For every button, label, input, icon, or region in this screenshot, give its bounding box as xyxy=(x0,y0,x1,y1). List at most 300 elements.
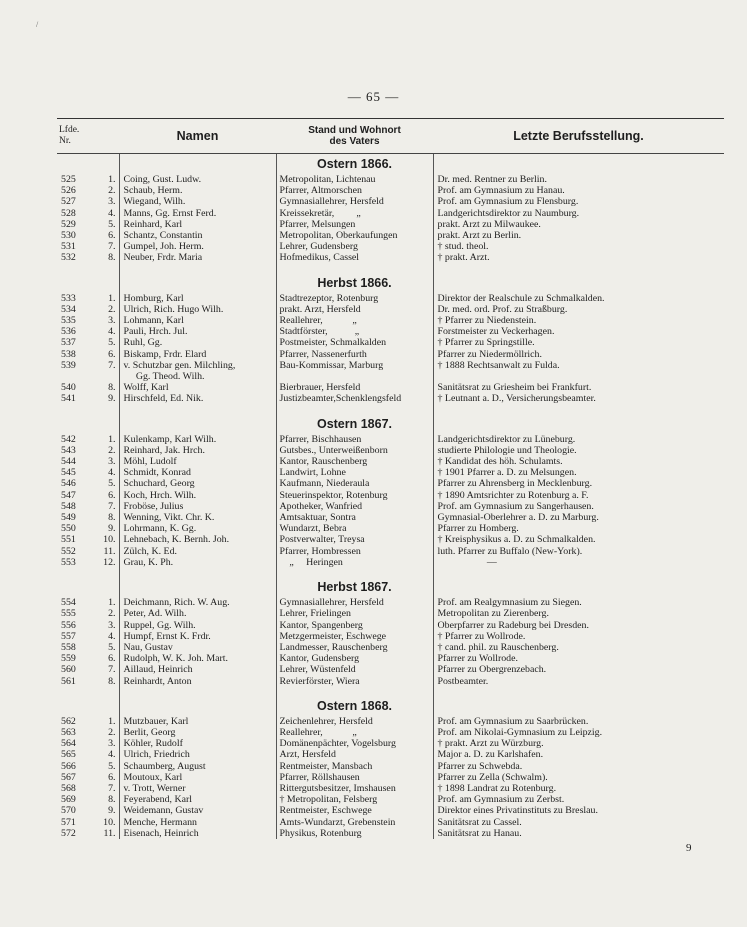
table-body xyxy=(57,154,724,839)
table-row xyxy=(57,434,724,445)
name-cell: Biskamp, Frdr. Elard xyxy=(119,349,276,360)
letzte-cell: Sanitätsrat zu Cassel. xyxy=(437,816,522,828)
nr-cell: 2. xyxy=(94,608,119,619)
table-row xyxy=(57,304,724,315)
name-cell: Eisenach, Heinrich xyxy=(119,828,276,839)
nr-cell: 5. xyxy=(94,642,119,653)
stand-cell: Pfarrer, Röllshausen xyxy=(276,772,433,783)
nr-cell: 1. xyxy=(94,716,119,727)
name-cell: Ulrich, Friedrich xyxy=(119,749,276,760)
table-row xyxy=(57,293,724,304)
table-row xyxy=(57,445,724,456)
letzte-cell: † 1901 Pfarrer a. D. zu Melsungen. xyxy=(437,467,577,479)
lfde-cell: 531 xyxy=(61,241,76,253)
lfde-cell: 545 xyxy=(61,467,76,479)
nr-cell: 4. xyxy=(94,326,119,337)
letzte-cell: prakt. Arzt zu Milwaukee. xyxy=(437,218,541,230)
name-cell: Humpf, Ernst K. Frdr. xyxy=(119,631,276,642)
term-heading-row xyxy=(57,577,724,597)
term-heading: Ostern 1866. xyxy=(276,154,433,175)
table-row xyxy=(57,761,724,772)
lfde-cell: 548 xyxy=(61,500,76,512)
letzte-cell: — xyxy=(437,556,497,568)
lfde-nr-header xyxy=(57,119,119,154)
name-cell: Nau, Gustav xyxy=(119,642,276,653)
table-row xyxy=(57,749,724,760)
letzte-cell: Prof. am Realgymnasium zu Siegen. xyxy=(437,597,582,609)
letzte-cell: † Kreisphysikus a. D. zu Schmalkalden. xyxy=(437,534,596,546)
table-row xyxy=(57,208,724,219)
nr-label: Nr. xyxy=(59,136,71,146)
stand-cell: Apotheker, Wanfried xyxy=(276,501,433,512)
letzte-cell: † stud. theol. xyxy=(437,241,489,253)
stand-cell: Justizbeamter,Schenklengsfeld xyxy=(276,393,433,404)
lfde-cell: 528 xyxy=(61,207,76,219)
lfde-cell: 538 xyxy=(61,348,76,360)
stand-cell: Rentmeister, Eschwege xyxy=(276,805,433,816)
table-row xyxy=(57,501,724,512)
table-row xyxy=(57,382,724,393)
stand-cell: Revierförster, Wiera xyxy=(276,676,433,687)
lfde-cell: 541 xyxy=(61,393,76,405)
name-cell: Gg. Theod. Wilh. xyxy=(119,371,276,382)
stand-header-line1: Stand und Wohnort xyxy=(308,125,401,136)
letzte-header: Letzte Berufsstellung. xyxy=(433,119,724,154)
lfde-cell: 551 xyxy=(61,534,76,546)
page-number: — 65 — xyxy=(347,89,400,104)
nr-cell: 7. xyxy=(94,664,119,675)
letzte-cell: Pfarrer zu Schwebda. xyxy=(437,760,523,772)
term-heading: Ostern 1868. xyxy=(276,696,433,716)
nr-cell: 3. xyxy=(94,456,119,467)
table-row xyxy=(57,817,724,828)
lfde-cell: 530 xyxy=(61,230,76,242)
nr-cell: 11. xyxy=(94,828,119,839)
lfde-cell xyxy=(57,371,94,382)
name-cell: Reinhard, Jak. Hrch. xyxy=(119,445,276,456)
nr-cell: 2. xyxy=(94,727,119,738)
stand-cell: Amts-Wundarzt, Grebenstein xyxy=(276,817,433,828)
stand-cell: Landwirt, Lohne xyxy=(276,467,433,478)
letzte-cell: Major a. D. zu Karlshafen. xyxy=(437,749,544,761)
table-row xyxy=(57,534,724,545)
table-row xyxy=(57,805,724,816)
stand-cell: Zeichenlehrer, Hersfeld xyxy=(276,716,433,727)
table-row xyxy=(57,326,724,337)
stand-cell: Gymnasiallehrer, Hersfeld xyxy=(276,597,433,608)
letzte-cell: Oberpfarrer zu Radeburg bei Dresden. xyxy=(437,619,589,631)
lfde-cell: 536 xyxy=(61,326,76,338)
table-row xyxy=(57,828,724,839)
lfde-cell: 542 xyxy=(61,433,76,445)
lfde-cell: 568 xyxy=(61,782,76,794)
nr-cell: 3. xyxy=(94,738,119,749)
footer-page-number: 9 xyxy=(686,842,692,854)
letzte-cell xyxy=(433,371,724,382)
table-row xyxy=(57,490,724,501)
lfde-cell: 526 xyxy=(61,185,76,197)
lfde-cell: 558 xyxy=(61,641,76,653)
stand-cell: Rentmeister, Mansbach xyxy=(276,761,433,772)
nr-cell: 6. xyxy=(94,653,119,664)
lfde-cell: 567 xyxy=(61,771,76,783)
lfde-cell: 534 xyxy=(61,303,76,315)
letzte-cell: Landgerichtsdirektor zu Lüneburg. xyxy=(437,433,576,445)
stand-cell: Postmeister, Schmalkalden xyxy=(276,337,433,348)
nr-cell: 2. xyxy=(94,304,119,315)
letzte-cell: † Kandidat des höh. Schulamts. xyxy=(437,456,563,468)
stand-cell: Landmesser, Rauschenberg xyxy=(276,642,433,653)
stand-header xyxy=(276,119,433,154)
nr-cell: 9. xyxy=(94,523,119,534)
nr-cell: 7. xyxy=(94,783,119,794)
letzte-cell: Pfarrer zu Homberg. xyxy=(437,523,519,535)
table-row xyxy=(57,664,724,675)
name-cell: Menche, Hermann xyxy=(119,817,276,828)
lfde-cell: 562 xyxy=(61,715,76,727)
stand-cell: Kantor, Spangenberg xyxy=(276,620,433,631)
lfde-cell: 561 xyxy=(61,675,76,687)
register-table xyxy=(57,118,724,839)
nr-cell: 9. xyxy=(94,393,119,404)
stand-cell: Metropolitan, Oberkaufungen xyxy=(276,230,433,241)
name-cell: Feyerabend, Karl xyxy=(119,794,276,805)
nr-cell: 6. xyxy=(94,490,119,501)
nr-cell: 7. xyxy=(94,360,119,371)
letzte-cell: † 1898 Landrat zu Rotenburg. xyxy=(437,782,557,794)
stand-cell: Metzgermeister, Eschwege xyxy=(276,631,433,642)
lfde-cell: 556 xyxy=(61,619,76,631)
name-cell: Hirschfeld, Ed. Nik. xyxy=(119,393,276,404)
nr-cell: 1. xyxy=(94,293,119,304)
stand-cell: Postverwalter, Treysa xyxy=(276,534,433,545)
nr-cell: 9. xyxy=(94,805,119,816)
letzte-cell: Pfarrer zu Ahrensberg in Mecklenburg. xyxy=(437,478,593,490)
nr-cell: 3. xyxy=(94,196,119,207)
letzte-cell: Prof. am Gymnasium zu Flensburg. xyxy=(437,196,579,208)
lfde-cell: 572 xyxy=(61,827,76,839)
nr-cell: 7. xyxy=(94,241,119,252)
nr-cell: 1. xyxy=(94,434,119,445)
letzte-cell: Metropolitan zu Zierenberg. xyxy=(437,608,549,620)
stand-header-line2: des Vaters xyxy=(329,136,380,147)
name-cell: Schuchard, Georg xyxy=(119,478,276,489)
stand-cell: Kantor, Gudensberg xyxy=(276,653,433,664)
letzte-cell: Direktor eines Privatinstituts zu Breslau. xyxy=(437,805,598,817)
section-spacer xyxy=(57,264,724,273)
name-cell: Manns, Gg. Ernst Ferd. xyxy=(119,208,276,219)
table-row xyxy=(57,727,724,738)
name-cell: Mutzbauer, Karl xyxy=(119,716,276,727)
name-cell: Ruppel, Gg. Wilh. xyxy=(119,620,276,631)
letzte-cell: Prof. am Gymnasium zu Sangerhausen. xyxy=(437,500,594,512)
name-cell: Gumpel, Joh. Herm. xyxy=(119,241,276,252)
table-row xyxy=(57,315,724,326)
letzte-cell: Prof. am Nikolai-Gymnasium zu Leipzig. xyxy=(437,726,603,738)
name-cell: Reinhardt, Anton xyxy=(119,676,276,687)
letzte-cell: † prakt. Arzt. xyxy=(437,252,490,264)
lfde-cell: 547 xyxy=(61,489,76,501)
stand-cell: Lehrer, Frielingen xyxy=(276,608,433,619)
term-heading: Herbst 1866. xyxy=(276,273,433,293)
lfde-cell: 543 xyxy=(61,444,76,456)
letzte-cell: Dr. med. ord. Prof. zu Straßburg. xyxy=(437,303,568,315)
name-cell: Kulenkamp, Karl Wilh. xyxy=(119,434,276,445)
lfde-cell: 554 xyxy=(61,597,76,609)
table-row xyxy=(57,252,724,263)
section-spacer xyxy=(57,568,724,577)
letzte-cell: Pfarrer zu Zella (Schwalm). xyxy=(437,771,548,783)
letzte-cell: Prof. am Gymnasium zu Zerbst. xyxy=(437,794,565,806)
table-row xyxy=(57,546,724,557)
table-row xyxy=(57,230,724,241)
nr-cell: 4. xyxy=(94,208,119,219)
table-row xyxy=(57,393,724,404)
term-heading-row xyxy=(57,273,724,293)
stand-cell: Pfarrer, Bischhausen xyxy=(276,434,433,445)
nr-cell: 5. xyxy=(94,478,119,489)
stand-cell: Kaufmann, Niederaula xyxy=(276,478,433,489)
nr-cell: 8. xyxy=(94,252,119,263)
nr-cell: 8. xyxy=(94,676,119,687)
name-cell: Weidemann, Gustav xyxy=(119,805,276,816)
margin-mark: / xyxy=(36,20,39,29)
letzte-cell: Direktor der Realschule zu Schmalkalden. xyxy=(437,292,605,304)
stand-cell: Metropolitan, Lichtenau xyxy=(276,174,433,185)
nr-cell: 5. xyxy=(94,337,119,348)
stand-cell: Amtsaktuar, Sontra xyxy=(276,512,433,523)
nr-cell: 1. xyxy=(94,174,119,185)
table-row xyxy=(57,642,724,653)
term-heading-row xyxy=(57,154,724,175)
nr-cell: 8. xyxy=(94,512,119,523)
lfde-cell: 553 xyxy=(61,556,76,568)
letzte-cell: † Pfarrer zu Wollrode. xyxy=(437,630,526,642)
name-cell: Coing, Gust. Ludw. xyxy=(119,174,276,185)
table-row xyxy=(57,360,724,371)
namen-header: Namen xyxy=(119,119,276,154)
letzte-cell: Postbeamter. xyxy=(437,675,489,687)
table-header xyxy=(57,119,724,154)
lfde-cell: 559 xyxy=(61,653,76,665)
lfde-label: Lfde. xyxy=(59,125,80,135)
table-row xyxy=(57,794,724,805)
table-row xyxy=(57,738,724,749)
nr-cell: 1. xyxy=(94,597,119,608)
table-row xyxy=(57,716,724,727)
stand-cell: Domänenpächter, Vogelsburg xyxy=(276,738,433,749)
stand-cell: Pfarrer, Altmorschen xyxy=(276,185,433,196)
letzte-cell: † Pfarrer zu Springstille. xyxy=(437,337,535,349)
stand-cell: prakt. Arzt, Hersfeld xyxy=(276,304,433,315)
nr-cell: 2. xyxy=(94,445,119,456)
stand-cell: Bau-Kommissar, Marburg xyxy=(276,360,433,371)
section-spacer xyxy=(57,687,724,696)
nr-cell: 5. xyxy=(94,761,119,772)
stand-cell: Gutsbes., Unterweißenborn xyxy=(276,445,433,456)
table-row xyxy=(57,467,724,478)
term-heading: Ostern 1867. xyxy=(276,414,433,434)
name-cell: Grau, K. Ph. xyxy=(119,557,276,568)
lfde-cell: 527 xyxy=(61,196,76,208)
name-cell: Reinhard, Karl xyxy=(119,219,276,230)
lfde-cell: 539 xyxy=(61,359,76,371)
lfde-cell: 564 xyxy=(61,738,76,750)
stand-cell: Kreissekretär, „ xyxy=(276,208,433,219)
name-cell: Köhler, Rudolf xyxy=(119,738,276,749)
table-row xyxy=(57,196,724,207)
table-row xyxy=(57,772,724,783)
letzte-cell: † 1888 Rechtsanwalt zu Fulda. xyxy=(437,359,560,371)
letzte-cell: Pfarrer zu Obergrenzebach. xyxy=(437,664,547,676)
table-row xyxy=(57,512,724,523)
nr-cell: 8. xyxy=(94,794,119,805)
name-cell: Schaub, Herm. xyxy=(119,185,276,196)
nr-cell: 4. xyxy=(94,749,119,760)
stand-cell: Lehrer, Gudensberg xyxy=(276,241,433,252)
term-heading-row xyxy=(57,414,724,434)
letzte-cell: prakt. Arzt zu Berlin. xyxy=(437,230,522,242)
name-cell: Aillaud, Heinrich xyxy=(119,664,276,675)
letzte-cell: Pfarrer zu Niedermöllrich. xyxy=(437,348,542,360)
name-cell: Koch, Hrch. Wilh. xyxy=(119,490,276,501)
lfde-cell: 544 xyxy=(61,456,76,468)
table-row xyxy=(57,653,724,664)
letzte-cell: Landgerichtsdirektor zu Naumburg. xyxy=(437,207,580,219)
lfde-cell: 533 xyxy=(61,292,76,304)
letzte-cell: studierte Philologie und Theologie. xyxy=(437,444,577,456)
name-cell: Schaumberg, August xyxy=(119,761,276,772)
table-row xyxy=(57,371,724,382)
letzte-cell: † prakt. Arzt zu Würzburg. xyxy=(437,738,544,750)
letzte-cell: Sanitätsrat zu Griesheim bei Frankfurt. xyxy=(437,382,592,394)
name-cell: Lohrmann, K. Gg. xyxy=(119,523,276,534)
name-cell: Berlit, Georg xyxy=(119,727,276,738)
stand-cell: Stadtförster, „ xyxy=(276,326,433,337)
name-cell: Pauli, Hrch. Jul. xyxy=(119,326,276,337)
stand-cell: Reallehrer, „ xyxy=(276,315,433,326)
lfde-cell: 525 xyxy=(61,174,76,185)
lfde-cell: 566 xyxy=(61,760,76,772)
name-cell: Möhl, Ludolf xyxy=(119,456,276,467)
lfde-cell: 529 xyxy=(61,218,76,230)
nr-cell: 6. xyxy=(94,349,119,360)
name-cell: Neuber, Frdr. Maria xyxy=(119,252,276,263)
lfde-cell: 537 xyxy=(61,337,76,349)
nr-cell: 3. xyxy=(94,620,119,631)
lfde-cell: 546 xyxy=(61,478,76,490)
stand-cell: Hofmedikus, Cassel xyxy=(276,252,433,263)
table-row xyxy=(57,523,724,534)
table-row xyxy=(57,185,724,196)
section-spacer xyxy=(57,405,724,414)
nr-cell: 6. xyxy=(94,230,119,241)
stand-cell: „ Heringen xyxy=(276,557,433,568)
name-cell: Ulrich, Rich. Hugo Wilh. xyxy=(119,304,276,315)
table-row xyxy=(57,676,724,687)
name-cell: Peter, Ad. Wilh. xyxy=(119,608,276,619)
stand-cell: Pfarrer, Melsungen xyxy=(276,219,433,230)
nr-cell: 3. xyxy=(94,315,119,326)
stand-cell: Wundarzt, Bebra xyxy=(276,523,433,534)
stand-cell: Gymnasiallehrer, Hersfeld xyxy=(276,196,433,207)
table-row xyxy=(57,620,724,631)
name-cell: Lehnebach, K. Bernh. Joh. xyxy=(119,534,276,545)
table-row xyxy=(57,557,724,568)
lfde-cell: 540 xyxy=(61,382,76,394)
lfde-cell: 557 xyxy=(61,630,76,642)
name-cell: Homburg, Karl xyxy=(119,293,276,304)
name-cell: Rudolph, W. K. Joh. Mart. xyxy=(119,653,276,664)
nr-cell: 4. xyxy=(94,631,119,642)
nr-cell: 7. xyxy=(94,501,119,512)
lfde-cell: 569 xyxy=(61,794,76,806)
letzte-cell: † Leutnant a. D., Versicherungsbeamter. xyxy=(437,393,596,405)
name-cell: Deichmann, Rich. W. Aug. xyxy=(119,597,276,608)
lfde-cell: 560 xyxy=(61,664,76,676)
lfde-cell: 532 xyxy=(61,252,76,264)
table-row xyxy=(57,241,724,252)
letzte-cell: Prof. am Gymnasium zu Hanau. xyxy=(437,185,565,197)
letzte-cell: † 1890 Amtsrichter zu Rotenburg a. F. xyxy=(437,489,589,501)
name-cell: Schantz, Constantin xyxy=(119,230,276,241)
table-row xyxy=(57,608,724,619)
stand-cell: Lehrer, Wüstenfeld xyxy=(276,664,433,675)
nr-cell: 10. xyxy=(94,534,119,545)
table-row xyxy=(57,783,724,794)
stand-cell: † Metropolitan, Felsberg xyxy=(276,794,433,805)
letzte-cell: Prof. am Gymnasium zu Saarbrücken. xyxy=(437,715,589,727)
table-row xyxy=(57,219,724,230)
term-heading-row xyxy=(57,696,724,716)
name-cell: Ruhl, Gg. xyxy=(119,337,276,348)
nr-cell: 11. xyxy=(94,546,119,557)
table-row xyxy=(57,337,724,348)
letzte-cell: Dr. med. Rentner zu Berlin. xyxy=(437,174,547,185)
letzte-cell: Pfarrer zu Wollrode. xyxy=(437,653,518,665)
nr-cell: 6. xyxy=(94,772,119,783)
stand-cell: Arzt, Hersfeld xyxy=(276,749,433,760)
stand-cell: Reallehrer, „ xyxy=(276,727,433,738)
letzte-cell: † Pfarrer zu Niedenstein. xyxy=(437,315,537,327)
lfde-cell: 571 xyxy=(61,816,76,828)
stand-cell: Stadtrezeptor, Rotenburg xyxy=(276,293,433,304)
lfde-cell: 549 xyxy=(61,512,76,524)
name-cell: Moutoux, Karl xyxy=(119,772,276,783)
letzte-cell: luth. Pfarrer zu Buffalo (New-York). xyxy=(437,545,583,557)
stand-cell: Physikus, Rotenburg xyxy=(276,828,433,839)
lfde-cell: 565 xyxy=(61,749,76,761)
letzte-cell: Gymnasial-Oberlehrer a. D. zu Marburg. xyxy=(437,512,599,524)
name-cell: Schmidt, Konrad xyxy=(119,467,276,478)
name-cell: v. Schutzbar gen. Milchling, xyxy=(119,360,276,371)
name-cell: Froböse, Julius xyxy=(119,501,276,512)
stand-cell: Bierbrauer, Hersfeld xyxy=(276,382,433,393)
stand-cell: Kantor, Rauschenberg xyxy=(276,456,433,467)
stand-cell: Pfarrer, Hombressen xyxy=(276,546,433,557)
table-row xyxy=(57,597,724,608)
lfde-cell: 570 xyxy=(61,805,76,817)
name-cell: Wolff, Karl xyxy=(119,382,276,393)
nr-cell: 5. xyxy=(94,219,119,230)
name-cell: Zülch, K. Ed. xyxy=(119,546,276,557)
stand-cell xyxy=(276,371,433,382)
stand-cell: Steuerinspektor, Rotenburg xyxy=(276,490,433,501)
lfde-cell: 535 xyxy=(61,315,76,327)
nr-cell: 12. xyxy=(94,557,119,568)
letzte-cell: † cand. phil. zu Rauschenberg. xyxy=(437,641,559,653)
table-row xyxy=(57,631,724,642)
